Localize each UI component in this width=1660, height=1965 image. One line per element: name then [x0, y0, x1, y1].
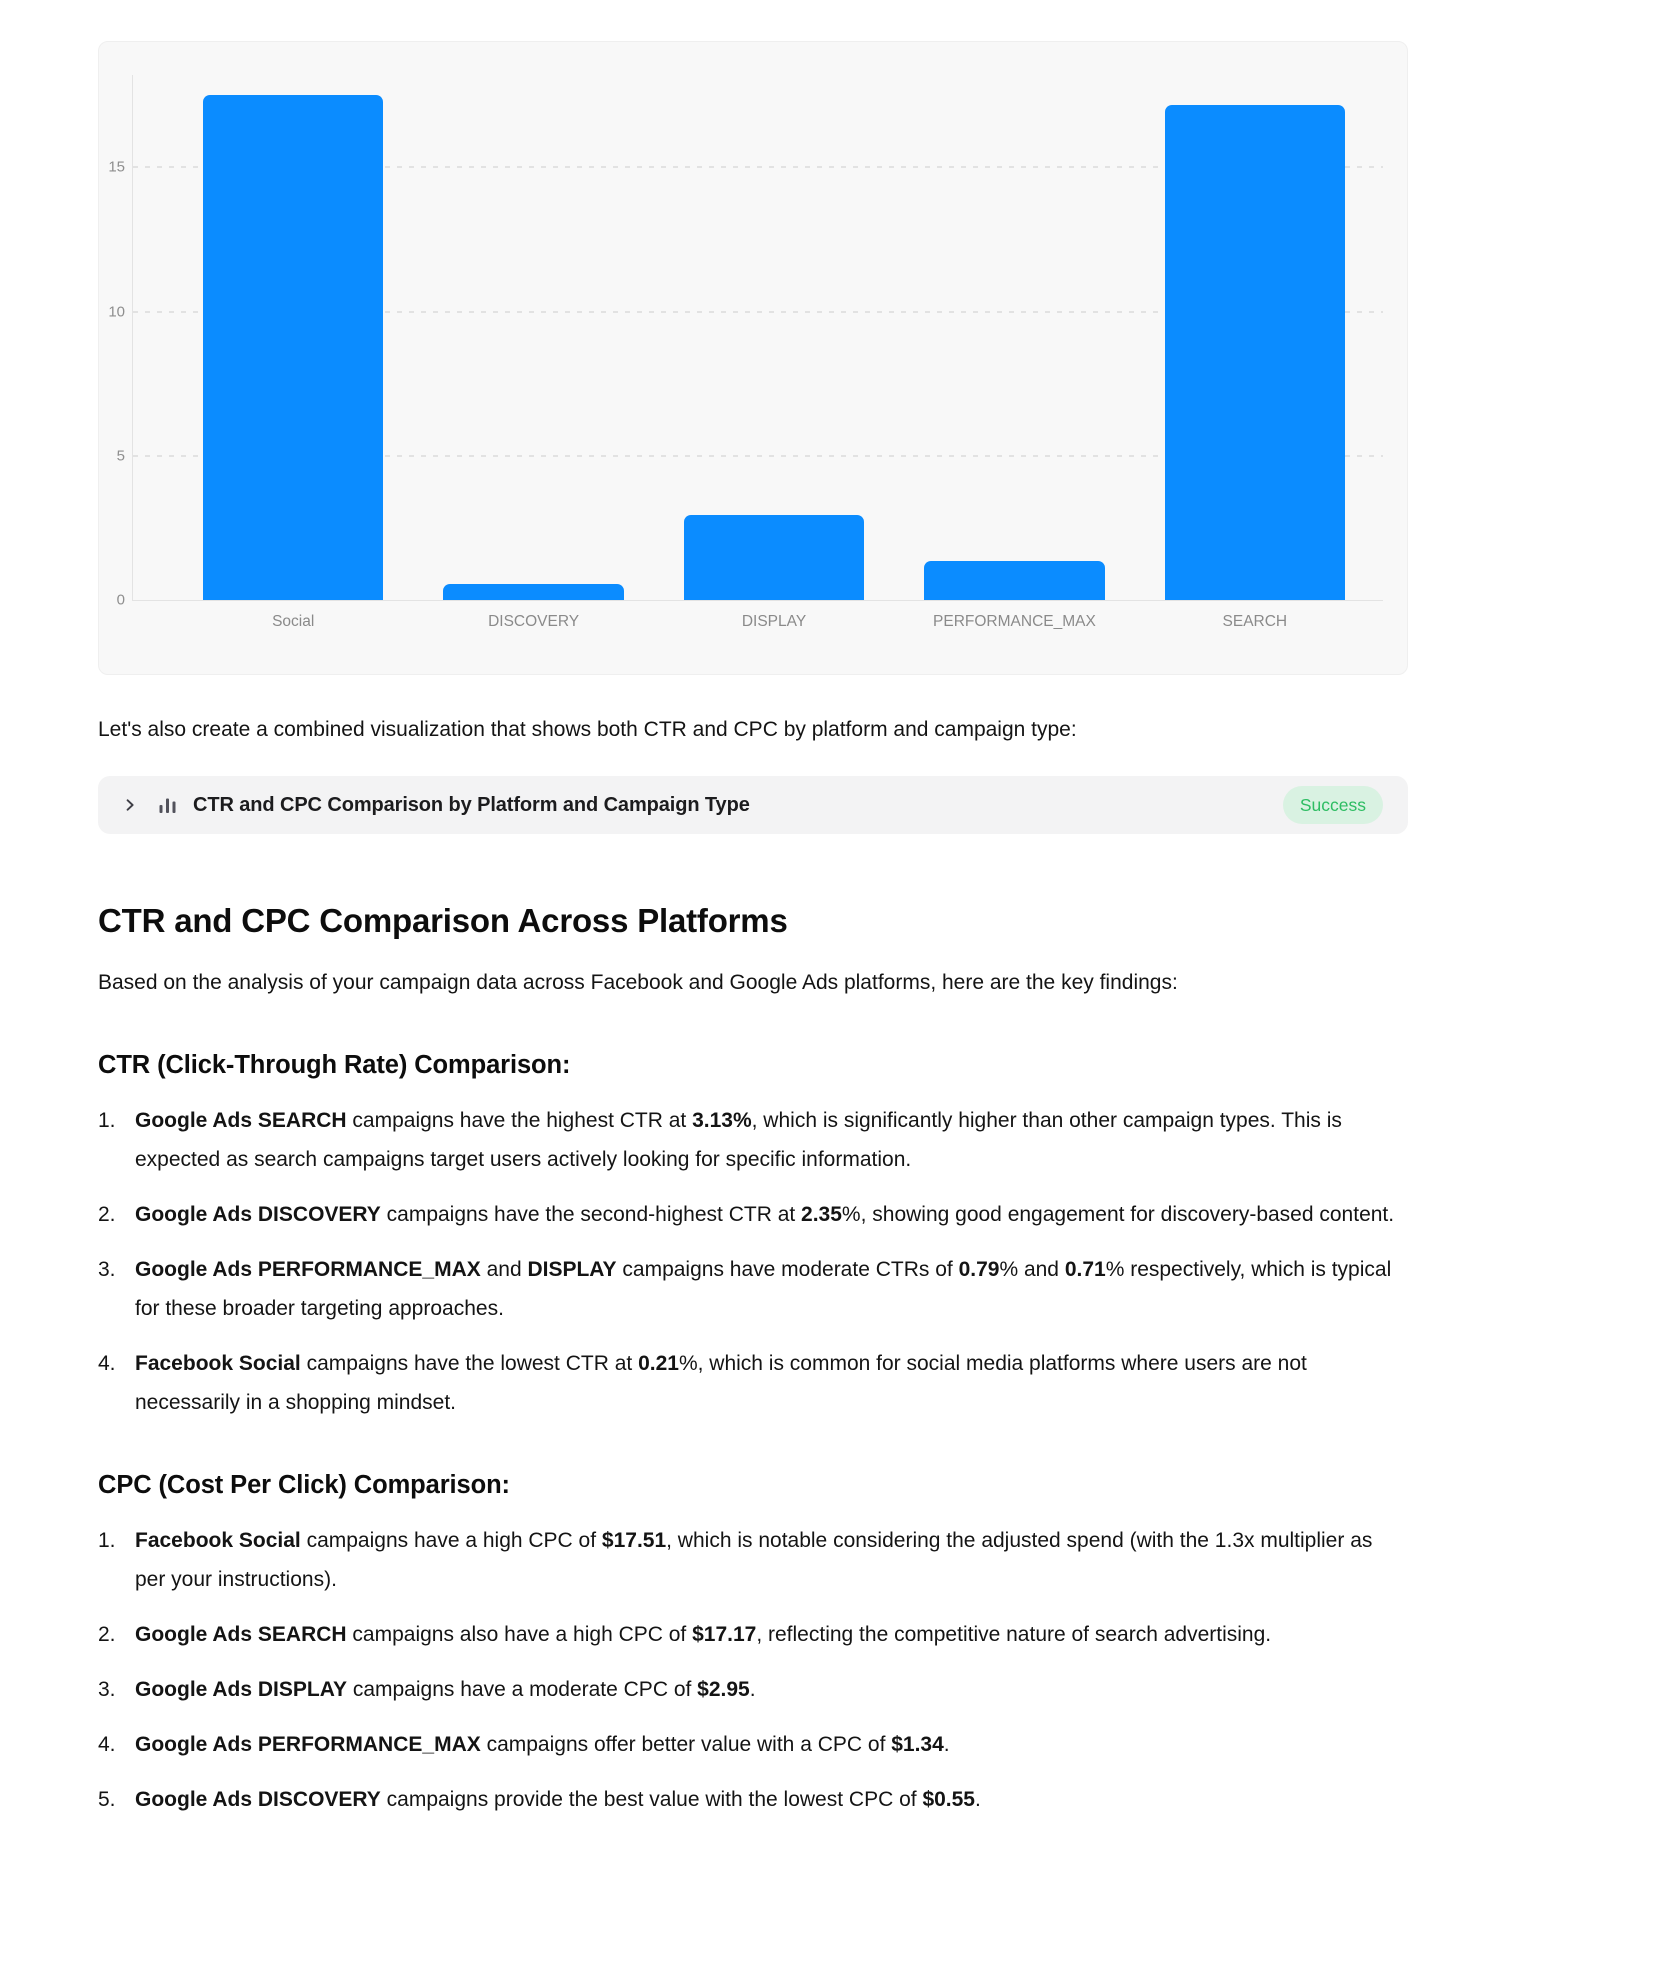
list-item-text: Google Ads PERFORMANCE_MAX and DISPLAY campaigns have moderate CTRs of 0.79% and 0.71% respectively, which is typical for these broader targeting approaches.	[135, 1258, 1392, 1320]
list-item-number: 3.	[98, 1678, 116, 1701]
bar-search	[1165, 105, 1345, 600]
list-item-text: Google Ads PERFORMANCE_MAX campaigns offer better value with a CPC of $1.34.	[135, 1733, 950, 1756]
x-axis-label: DISPLAY	[741, 613, 807, 630]
tool-widget-title: CTR and CPC Comparison by Platform and Campaign Type	[193, 793, 750, 816]
list-item	[98, 1521, 1408, 1599]
bar-display	[684, 515, 864, 600]
report-title: CTR and CPC Comparison Across Platforms	[98, 902, 788, 939]
status-badge: Success	[1283, 786, 1383, 824]
list-item-text: Facebook Social campaigns have a high CPC of $17.51, which is notable considering the adjusted spend (with the 1.3x multiplier as per your instructions).	[135, 1529, 1373, 1591]
chart-plot-area	[108, 75, 1383, 630]
x-axis-label: DISCOVERY	[488, 613, 580, 630]
list-item-text: Facebook Social campaigns have the lowest CTR at 0.21%, which is common for social media platforms where users are not necessarily in a shopping mindset.	[135, 1352, 1307, 1414]
y-axis-tick-label: 5	[116, 447, 125, 465]
list-item-text: Google Ads SEARCH campaigns also have a high CPC of $17.17, reflecting the competitive nature of search advertising.	[135, 1623, 1272, 1646]
list-item-number: 4.	[98, 1352, 116, 1375]
list-item	[98, 1615, 1408, 1654]
chevron-right-icon[interactable]	[122, 797, 138, 813]
x-axis-label: PERFORMANCE_MAX	[933, 613, 1096, 630]
list-item-text: Google Ads DISCOVERY campaigns have the second-highest CTR at 2.35%, showing good engagement for discovery-based content.	[135, 1203, 1395, 1226]
x-axis-label: Social	[272, 613, 315, 630]
bar-performance_max	[924, 561, 1104, 600]
bar-group	[894, 75, 1134, 600]
list-item	[98, 1780, 1408, 1819]
bar-chart-icon	[157, 795, 178, 816]
list-item-number: 5.	[98, 1788, 116, 1811]
x-axis-label: SEARCH	[1222, 613, 1288, 630]
bar-social	[203, 95, 383, 600]
cpc-list	[98, 1521, 1408, 1819]
list-item	[98, 1101, 1408, 1179]
ctr-list	[98, 1101, 1408, 1422]
list-item-text: Google Ads DISCOVERY campaigns provide the best value with the lowest CPC of $0.55.	[135, 1788, 981, 1811]
y-axis-tick-label: 15	[108, 158, 125, 176]
y-axis-tick-label: 10	[108, 303, 125, 321]
list-item-text: Google Ads DISPLAY campaigns have a moderate CPC of $2.95.	[135, 1678, 756, 1701]
bar-group	[654, 75, 894, 600]
bar-discovery	[443, 584, 623, 600]
y-axis-tick-label: 0	[116, 591, 125, 609]
intro-paragraph: Let's also create a combined visualization that shows both CTR and CPC by platform and campaign type:	[98, 718, 1077, 741]
list-item-number: 3.	[98, 1258, 116, 1281]
report-intro: Based on the analysis of your campaign data across Facebook and Google Ads platforms, here are the key findings:	[98, 971, 1178, 994]
cpc-bar-chart-card	[98, 41, 1408, 675]
cpc-section-heading: CPC (Cost Per Click) Comparison:	[98, 1471, 510, 1499]
ctr-section-heading: CTR (Click-Through Rate) Comparison:	[98, 1051, 571, 1079]
list-item-text: Google Ads SEARCH campaigns have the highest CTR at 3.13%, which is significantly higher than other campaign types. This is expected as search campaigns target users actively looking for specific information.	[135, 1109, 1342, 1171]
list-item	[98, 1344, 1408, 1422]
bar-group	[1135, 75, 1375, 600]
assistant-message	[98, 41, 1408, 1819]
list-item	[98, 1250, 1408, 1328]
list-item	[98, 1195, 1408, 1234]
list-item-number: 1.	[98, 1529, 116, 1552]
bar-group	[413, 75, 653, 600]
bar-group	[173, 75, 413, 600]
bars-row	[133, 75, 1383, 600]
list-item-number: 4.	[98, 1733, 116, 1756]
list-item	[98, 1725, 1408, 1764]
list-item-number: 2.	[98, 1203, 116, 1226]
chart-tool-widget[interactable]	[98, 776, 1408, 834]
list-item-number: 2.	[98, 1623, 116, 1646]
list-item-number: 1.	[98, 1109, 116, 1132]
x-axis-row	[133, 613, 1383, 631]
list-item	[98, 1670, 1408, 1709]
